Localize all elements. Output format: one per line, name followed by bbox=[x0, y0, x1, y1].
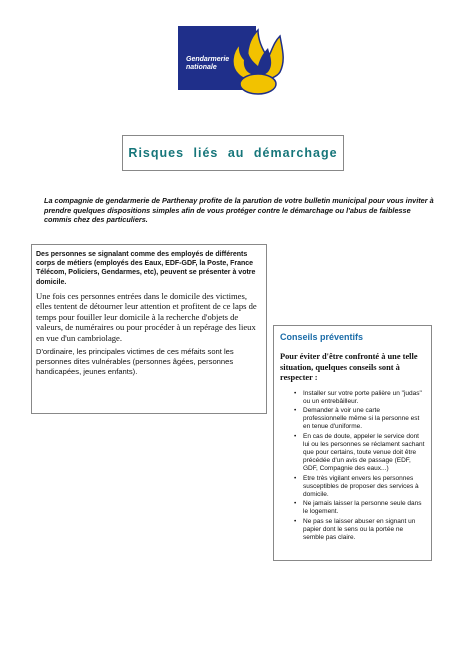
warning-paragraph-2: D'ordinaire, les principales victimes de ces méfaits sont les personnes dites vulnérables (personnes âgées, personnes handicapées, jeunes enfants). bbox=[36, 347, 234, 376]
advice-item: • Demander à voir une carte professionnelle même si la personne est en tenue d'uniforme. bbox=[294, 407, 425, 432]
logo-text bbox=[186, 56, 229, 72]
warning-box bbox=[31, 244, 267, 414]
advice-item: • Ne pas se laisser abuser en signant un papier dont le sens ou la portée ne semble pas claire. bbox=[294, 518, 425, 543]
advice-item: • Installer sur votre porte palière un "judas" ou un entrebâilleur. bbox=[294, 390, 425, 406]
intro-paragraph: La compagnie de gendarmerie de Parthenay profite de la parution de votre bulletin municipal pour vous inviter à prendre quelques dispositions simples afin de vous protéger contre le démarchage ou l'abus de faiblesse commis chez des particuliers. bbox=[44, 196, 434, 224]
gendarmerie-logo bbox=[178, 26, 288, 96]
warning-heading: Des personnes se signalant comme des employés de différents corps de métiers (employés des Eaux, EDF-GDF, la Poste, France Télécom, Policiers, Gendarmes, etc), peuvent se présenter à votre domicile. bbox=[36, 251, 256, 286]
advice-item: • En cas de doute, appeler le service dont lui ou les personnes se réclament sachant que pour certains, toute venue doit être précédée d'un avis de passage (EDF, GDF, Compagnie des eaux...) bbox=[294, 433, 425, 474]
advice-item: • Ne jamais laisser la personne seule dans le logement. bbox=[294, 500, 425, 516]
advice-heading: Conseils préventifs bbox=[280, 332, 364, 342]
advice-item: • Etre très vigilant envers les personnes susceptibles de proposer des services à domicile. bbox=[294, 475, 425, 500]
advice-list bbox=[280, 390, 425, 543]
advice-lead: Pour éviter d'être confronté à une telle situation, quelques conseils sont à respecter : bbox=[280, 352, 418, 382]
page-title: Risques liés au démarchage bbox=[128, 146, 338, 160]
advice-box bbox=[273, 325, 432, 561]
title-box bbox=[122, 135, 344, 171]
grenade-flame-icon bbox=[228, 26, 288, 96]
logo-line-2: nationale bbox=[186, 64, 217, 71]
warning-paragraph-1: Une fois ces personnes entrées dans le domicile des victimes, elles tentent de détourner leur attention et profitent de ce laps de temps pour fouiller leur domicile à la recherche d'objets de valeurs, de numéraires ou pour procéder à un repérage des lieux en vue d'un cambriolage. bbox=[36, 290, 257, 343]
logo-line-1: Gendarmerie bbox=[186, 56, 230, 63]
